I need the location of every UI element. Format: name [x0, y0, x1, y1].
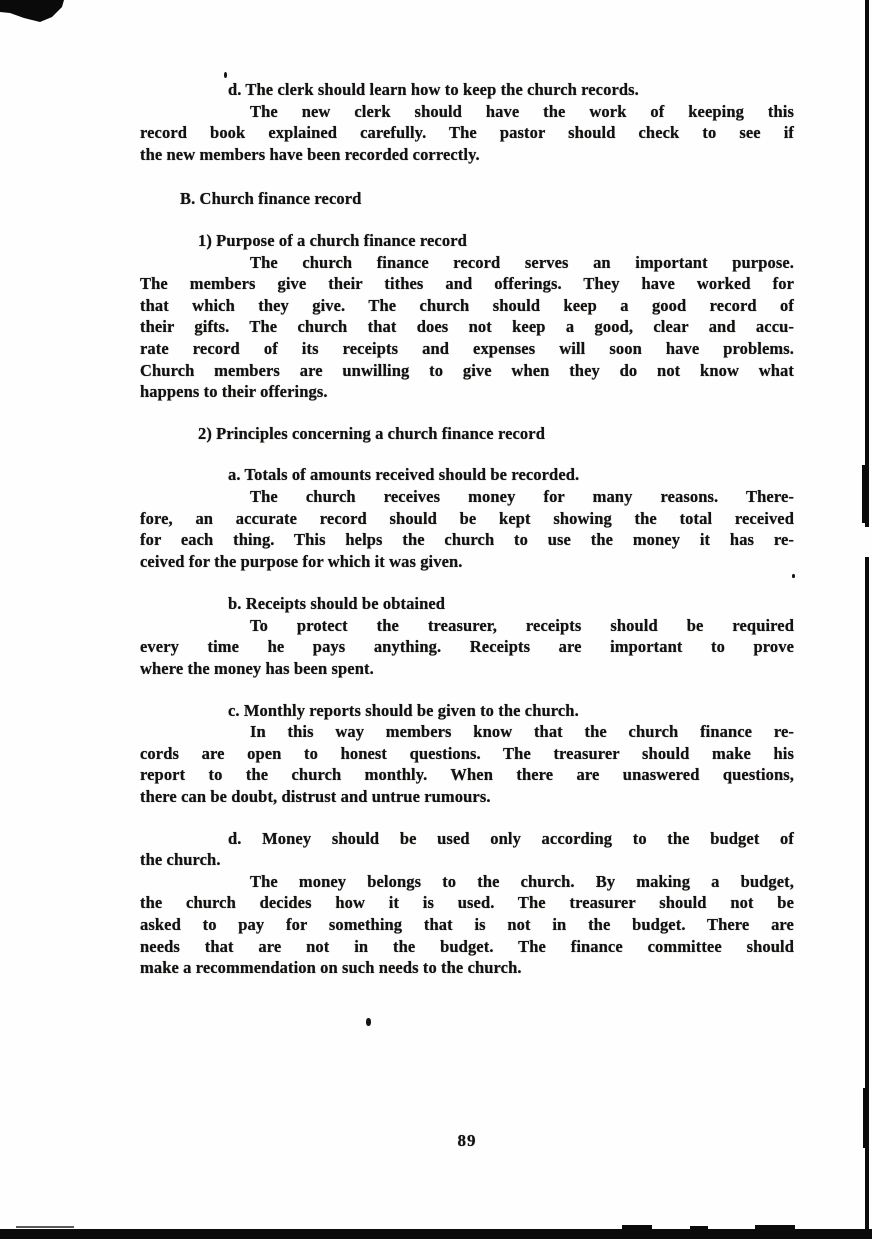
text-line: where the money has been spent.	[140, 659, 374, 679]
text-line: The new clerk should have the work of keeping this	[250, 101, 794, 121]
text-line: To protect the treasurer, receipts should be required	[250, 615, 794, 635]
text-line: that which they give. The church should keep a good record of	[140, 295, 794, 315]
scan-bottom-bar	[0, 1229, 872, 1239]
text-line: the church decides how it is used. The treasurer should not be	[140, 893, 794, 913]
text-line: there can be doubt, distrust and untrue rumours.	[140, 787, 491, 807]
text-line: make a recommendation on such needs to the church.	[140, 958, 522, 978]
text-line: their gifts. The church that does not keep a good, clear and accu-	[140, 317, 794, 337]
text-line: 1) Purpose of a church finance record	[198, 230, 467, 250]
scan-edge-line-top	[865, 0, 869, 527]
text-line: report to the church monthly. When there are unaswered questions,	[140, 765, 794, 785]
text-line: cords are open to honest questions. The treasurer should make his	[140, 743, 794, 763]
scan-edge-blot-mid	[862, 465, 869, 523]
text-line: The church finance record serves an important purpose.	[250, 252, 794, 272]
text-line: needs that are not in the budget. The finance committee should	[140, 936, 794, 956]
text-line: d. The clerk should learn how to keep the church records.	[228, 80, 639, 99]
text-line: The money belongs to the church. By making a budget,	[250, 871, 794, 891]
text-line: the new members have been recorded correctly.	[140, 144, 480, 164]
text-line: B. Church finance record	[180, 189, 362, 209]
text-line: a. Totals of amounts received should be recorded.	[228, 465, 580, 485]
text-line: ceived for the purpose for which it was given.	[140, 551, 463, 571]
scan-bottom-dash	[690, 1226, 708, 1230]
text-line: 2) Principles concerning a church finance record	[198, 423, 545, 443]
text-line: d. Money should be used only according to the budget of	[228, 828, 794, 848]
text-line: The members give their tithes and offerings. They have worked for	[140, 274, 794, 294]
text-line: The church receives money for many reasons. There-	[250, 486, 794, 506]
scan-speck	[224, 72, 227, 78]
text-line: every time he pays anything. Receipts are important to prove	[140, 637, 794, 657]
page-text	[140, 79, 794, 979]
text-line: c. Monthly reports should be given to the church.	[228, 700, 579, 720]
scan-bottom-thin-line	[16, 1226, 74, 1228]
text-line: for each thing. This helps the church to use the money it has re-	[140, 530, 794, 550]
text-lines	[140, 79, 794, 979]
scan-bottom-dash	[755, 1225, 795, 1230]
scan-edge-blot-low	[863, 1088, 869, 1148]
text-line: b. Receipts should be obtained	[228, 594, 446, 614]
scan-speck	[366, 1018, 371, 1026]
text-line: rate record of its receipts and expenses will soon have problems.	[140, 338, 794, 358]
text-line: In this way members know that the church finance re-	[250, 722, 794, 742]
text-line: Church members are unwilling to give when they do not know what	[140, 360, 794, 380]
text-line: fore, an accurate record should be kept showing the total received	[140, 508, 794, 528]
scan-smudge-top-left	[0, 0, 66, 24]
text-line: happens to their offerings.	[140, 382, 328, 402]
text-line: record book explained carefully. The pastor should check to see if	[140, 123, 794, 143]
scan-bottom-dash	[622, 1225, 652, 1230]
text-line: asked to pay for something that is not in the budget. There are	[140, 915, 794, 934]
page-number: 89	[457, 1131, 477, 1150]
text-line: the church.	[140, 850, 221, 870]
